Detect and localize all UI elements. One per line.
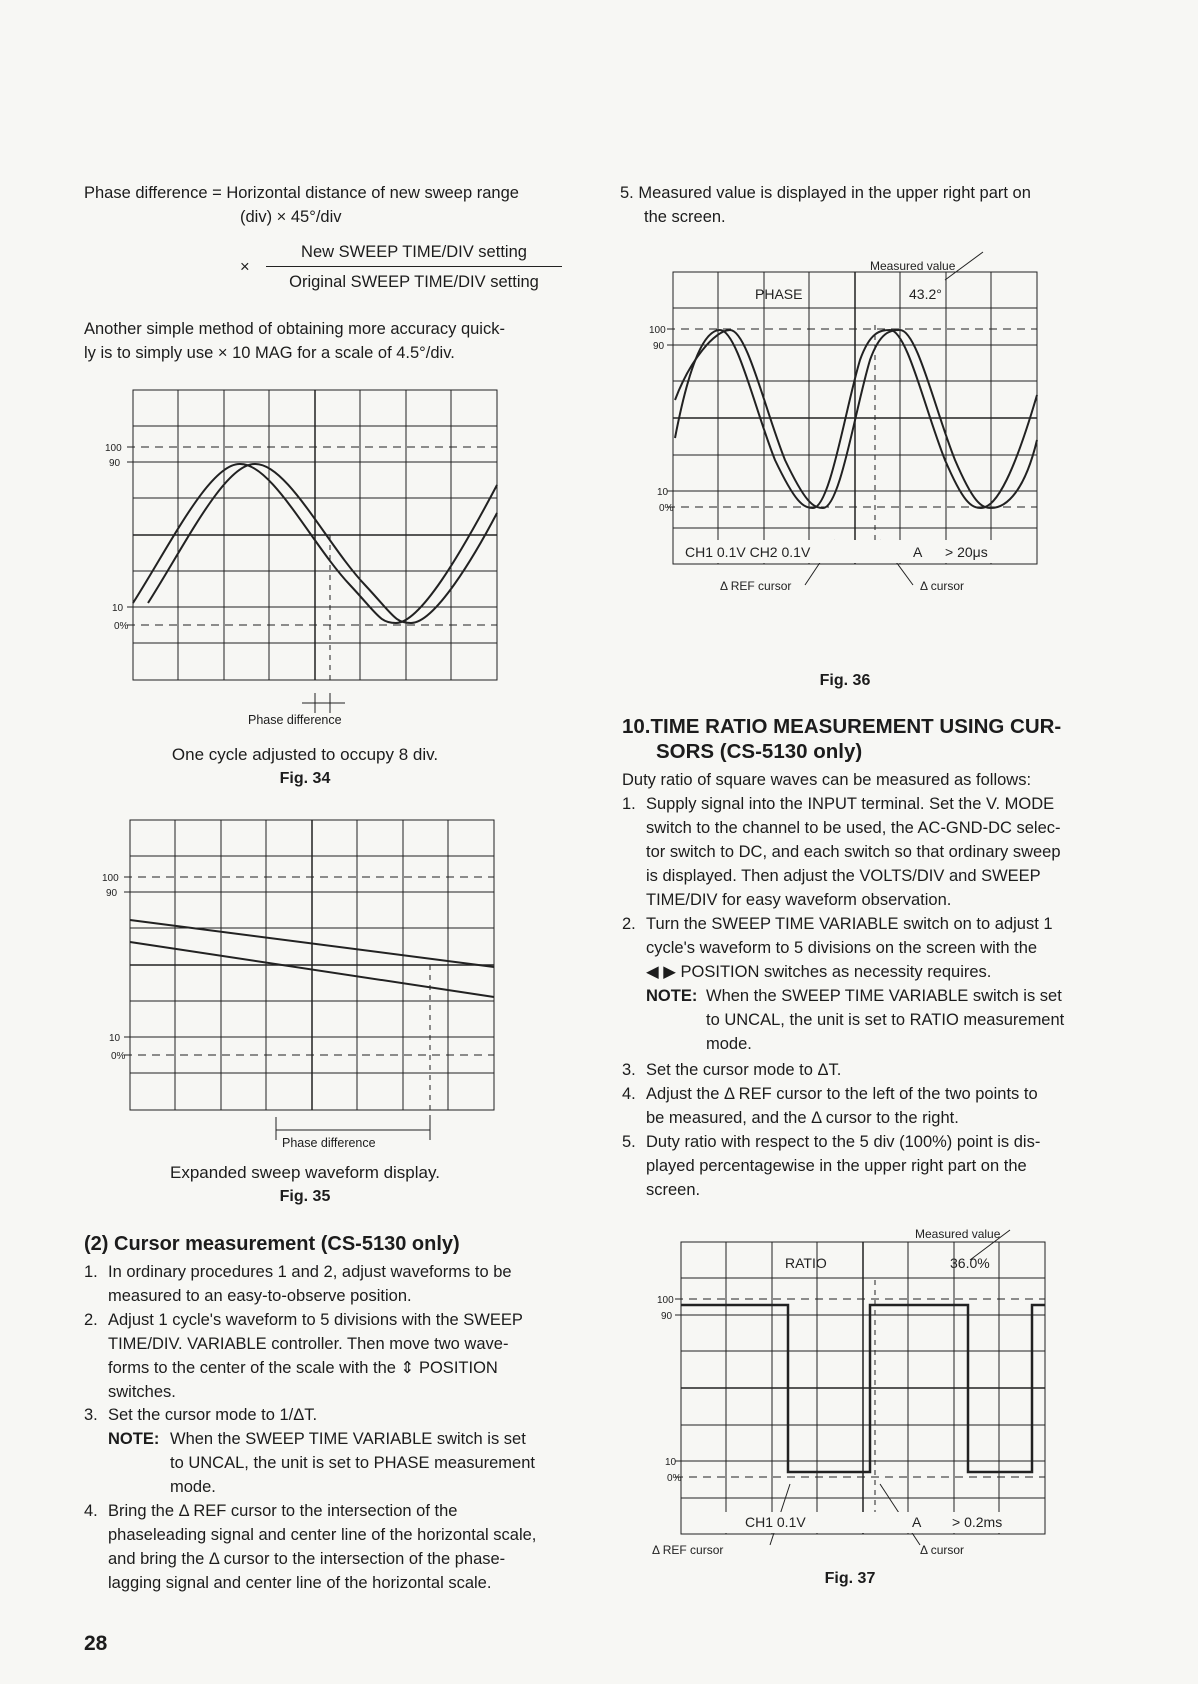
fig35-scope-graticule [100,815,510,1155]
fig35-axis-10: 10 [109,1033,121,1044]
ratio-step-5-line: screen. [646,1181,701,1199]
ratio-step-2-line: cycle's waveform to 5 divisions on the screen with the [646,939,1038,957]
ratio-step-2-line: ◀ ▶ POSITION switches as necessity requires. [646,963,992,981]
cursor-step-3-line: Set the cursor mode to 1/ΔT. [108,1406,318,1424]
fig36-a-text: A [913,544,923,560]
fig37-ref-cursor-label: Δ REF cursor [652,1543,724,1557]
fig35-caption: Expanded sweep waveform display. [170,1163,440,1182]
ratio-step-3-line: Set the cursor mode to ΔT. [646,1061,842,1079]
fig37-value-text: 36.0% [950,1255,990,1271]
page-number: 28 [84,1632,108,1655]
ratio-step-4-line: Adjust the Δ REF cursor to the left of the two points to [646,1085,1038,1103]
ratio-step-1-line: switch to the channel to be used, the AC-GND-DC selec- [646,819,1061,837]
time-ratio-title-line2: SORS (CS-5130 only) [656,740,863,763]
ratio-step-5-num: 5. [622,1133,636,1151]
fig36-label: Fig. 36 [819,672,871,689]
fig37-delta-cursor-label: Δ cursor [920,1543,965,1557]
fig35-axis-90: 90 [106,888,118,899]
ratio-step-4-num: 4. [622,1085,636,1103]
cursor-step-4-num: 4. [84,1502,98,1520]
cursor-step-3-num: 3. [84,1406,98,1424]
cursor-note-label: NOTE: [108,1430,160,1448]
ratio-step-5-line: played percentagewise in the upper right part on the [646,1157,1027,1175]
fig37-axis-100: 100 [657,1295,674,1306]
fig36-axis-0: 0% [659,503,674,514]
fig37-axis-90: 90 [661,1311,673,1322]
cursor-step-2-line: TIME/DIV. VARIABLE controller. Then move two wave- [108,1335,509,1353]
time-ratio-intro: Duty ratio of square waves can be measured as follows: [622,771,1032,789]
fig34-axis-10: 10 [112,603,124,614]
fig35-axis-0: 0% [111,1051,126,1062]
cursor-step-1-line: measured to an easy-to-observe position. [108,1287,412,1305]
cursor-step-2-num: 2. [84,1311,98,1329]
ratio-step-1-num: 1. [622,795,636,813]
ratio-note-line: mode. [706,1035,752,1053]
fig35-label: Fig. 35 [279,1188,331,1205]
accuracy-paragraph-line1: Another simple method of obtaining more accuracy quick- [84,320,505,338]
fig36-ref-cursor-label: Δ REF cursor [720,579,792,593]
fig37-time-text: > 0.2ms [952,1514,1003,1530]
fig37-measured-value-label: Measured value [915,1227,1001,1241]
fig37-a-text: A [912,1514,922,1530]
time-ratio-title-line1: 10.TIME RATIO MEASUREMENT USING CUR- [622,715,1062,738]
step5-line1: 5. Measured value is displayed in the upper right part on [620,184,1031,202]
fig35-phase-difference-label: Phase difference [282,1136,376,1150]
fraction-numerator: New SWEEP TIME/DIV setting [266,240,562,267]
cursor-step-1-num: 1. [84,1263,98,1281]
ratio-step-4-line: be measured, and the Δ cursor to the right. [646,1109,959,1127]
ratio-step-2-num: 2. [622,915,636,933]
fig35-axis-100: 100 [102,873,119,884]
ratio-step-1-line: Supply signal into the INPUT terminal. Set the V. MODE [646,795,1055,813]
cursor-step-4-line: Bring the Δ REF cursor to the intersection of the [108,1502,458,1520]
fig37-label: Fig. 37 [824,1570,876,1587]
phase-formula-line2: (div) × 45°/div [240,208,342,226]
ratio-step-1-line: TIME/DIV for easy waveform observation. [646,891,952,909]
accuracy-paragraph-line2: ly is to simply use × 10 MAG for a scale of 4.5°/div. [84,344,455,362]
ratio-step-2-line: Turn the SWEEP TIME VARIABLE switch on to adjust 1 [646,915,1053,933]
fraction-denominator: Original SWEEP TIME/DIV setting [289,273,539,291]
cursor-note-line: When the SWEEP TIME VARIABLE switch is set [170,1430,526,1448]
fig36-ch-text: CH1 0.1V CH2 0.1V [685,544,811,560]
fig36-measured-value-label: Measured value [870,259,956,273]
cursor-step-4-line: and bring the Δ cursor to the intersection of the phase- [108,1550,506,1568]
fig36-time-text: > 20μs [945,544,988,560]
fig37-scope-graticule [650,1220,1050,1570]
ratio-step-1-line: tor switch to DC, and each switch so that ordinary sweep [646,843,1061,861]
cursor-step-2-line: forms to the center of the scale with the ⇕ POSITION [108,1359,498,1377]
phase-formula-line1: Phase difference = Horizontal distance of new sweep range [84,184,519,202]
fig36-scope-graticule [645,240,1045,600]
ratio-step-1-line: is displayed. Then adjust the VOLTS/DIV and SWEEP [646,867,1041,885]
fig34-axis-90: 90 [109,458,121,469]
fig36-axis-100: 100 [649,325,666,336]
cursor-note-line: mode. [170,1478,216,1496]
ratio-note-line: When the SWEEP TIME VARIABLE switch is set [706,987,1062,1005]
cursor-step-2-line: Adjust 1 cycle's waveform to 5 divisions with the SWEEP [108,1311,523,1329]
cursor-step-1-line: In ordinary procedures 1 and 2, adjust waveforms to be [108,1263,512,1281]
times-sign: × [240,258,250,276]
fig37-axis-0: 0% [667,1473,682,1484]
fig34-caption: One cycle adjusted to occupy 8 div. [171,745,439,764]
cursor-note-line: to UNCAL, the unit is set to PHASE measurement [170,1454,535,1472]
step5-line2: the screen. [644,208,726,226]
fig34-axis-100: 100 [105,443,122,454]
ratio-step-3-num: 3. [622,1061,636,1079]
fig36-mode-text: PHASE [755,286,803,302]
cursor-measurement-title: (2) Cursor measurement (CS-5130 only) [84,1233,460,1255]
fig37-mode-text: RATIO [785,1255,827,1271]
ratio-note-label: NOTE: [646,987,698,1005]
cursor-step-4-line: phaseleading signal and center line of the horizontal scale, [108,1526,537,1544]
cursor-step-4-line: lagging signal and center line of the horizontal scale. [108,1574,492,1592]
ratio-note-line: to UNCAL, the unit is set to RATIO measurement [706,1011,1065,1029]
fig34-phase-difference-label: Phase difference [248,713,342,727]
fig34-scope-graticule [100,385,510,720]
fig36-axis-90: 90 [653,341,665,352]
fig37-axis-10: 10 [665,1457,677,1468]
fig37-ch-text: CH1 0.1V [745,1514,806,1530]
cursor-step-2-line: switches. [108,1383,176,1401]
fig34-label: Fig. 34 [279,770,331,787]
fig34-axis-0: 0% [114,621,129,632]
fig36-value-text: 43.2° [909,286,942,302]
ratio-step-5-line: Duty ratio with respect to the 5 div (100%) point is dis- [646,1133,1041,1151]
fig36-axis-10: 10 [657,487,669,498]
fig36-delta-cursor-label: Δ cursor [920,579,965,593]
